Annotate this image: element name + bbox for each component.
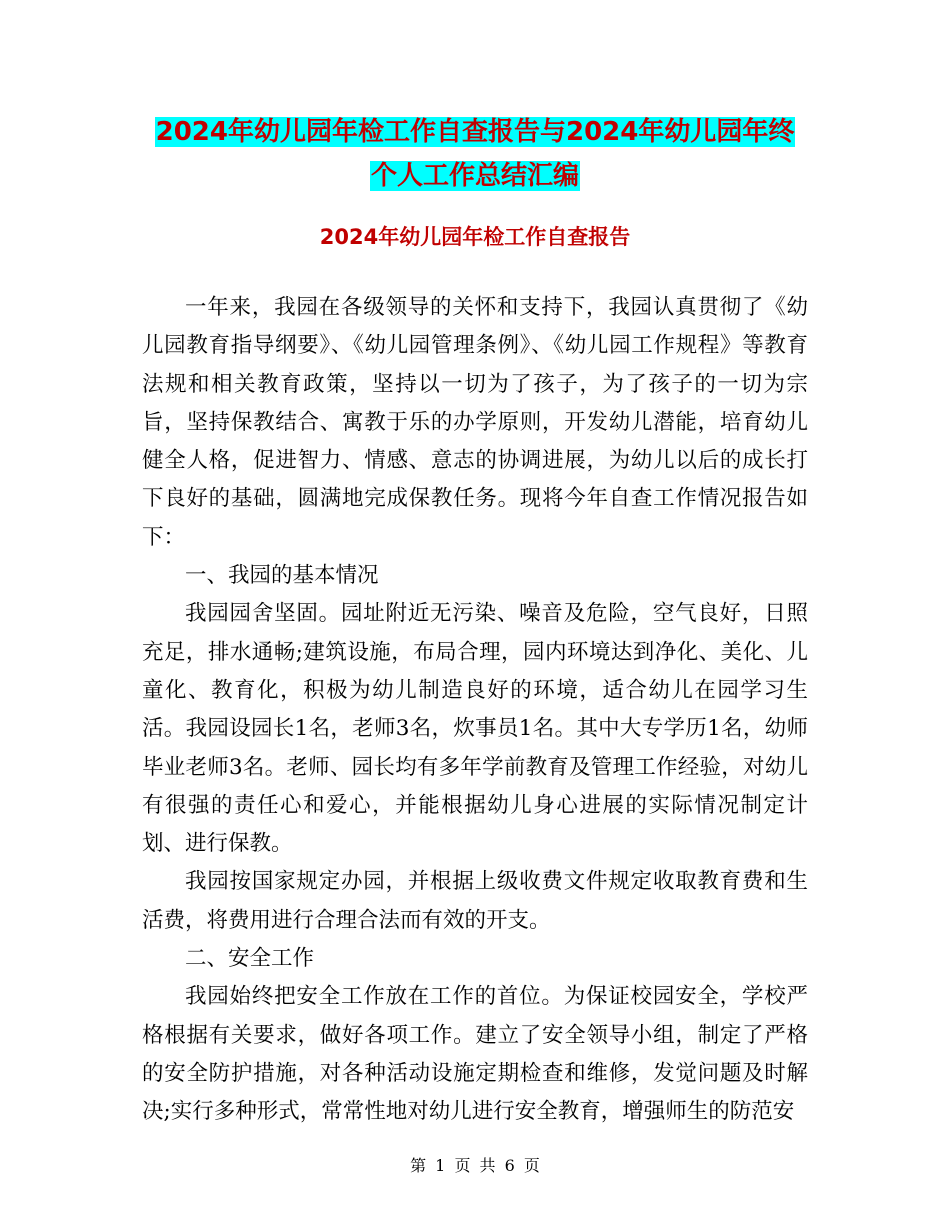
page-footer: 第 1 页 共 6 页 — [410, 1156, 540, 1175]
heading-safety-work: 二、安全工作 — [185, 946, 315, 972]
document-title-line-1 — [0, 110, 950, 154]
section-title: 2024年幼儿园年检工作自查报告 — [319, 225, 631, 249]
paragraph-safety-work: 我园始终把安全工作放在工作的首位。为保证校园安全，学校严格根据有关要求，做好各项工作。建立了安全领导小组，制定了严格的安全防护措施，对各种活动设施定期检查和维修，发觉问题及时解决;实行多种形式，常常性地对幼儿进行安全教育，增强师生的防范安 — [142, 984, 808, 1125]
document-title-text-1: 2024年幼儿园年检工作自查报告与2024年幼儿园年终 — [155, 117, 795, 147]
document-title-line-2 — [0, 154, 950, 198]
heading-basic-situation: 一、我园的基本情况 — [185, 563, 379, 589]
document-title-text-2: 个人工作总结汇编 — [370, 161, 579, 191]
paragraph-intro: 一年来，我园在各级领导的关怀和支持下，我园认真贯彻了《幼儿园教育指导纲要》、《幼儿园管理条例》、《幼儿园工作规程》等教育法规和相关教育政策，坚持以一切为了孩子，为了孩子的一切为宗旨，坚持保教结合、寓教于乐的办学原则，开发幼儿潜能，培育幼儿健全人格，促进智力、情感、意志的协调进展，为幼儿以后的成长打下良好的基础，圆满地完成保教任务。现将今年自查工作情况报告如下： — [142, 295, 808, 550]
document-body — [142, 289, 808, 1132]
paragraph-basic-situation: 我园园舍坚固。园址附近无污染、噪音及危险，空气良好，日照充足，排水通畅;建筑设施，布局合理，园内环境达到净化、美化、儿童化、教育化，积极为幼儿制造良好的环境，适合幼儿在园学习生活。我园设园长1名，老师3名，炊事员1名。其中大专学历1名，幼师毕业老师3名。老师、园长均有多年学前教育及管理工作经验，对幼儿有很强的责任心和爱心，并能根据幼儿身心进展的实际情况制定计划、进行保教。 — [142, 601, 808, 857]
paragraph-fees: 我园按国家规定办园，并根据上级收费文件规定收取教育费和生活费，将费用进行合理合法而有效的开支。 — [142, 869, 808, 933]
